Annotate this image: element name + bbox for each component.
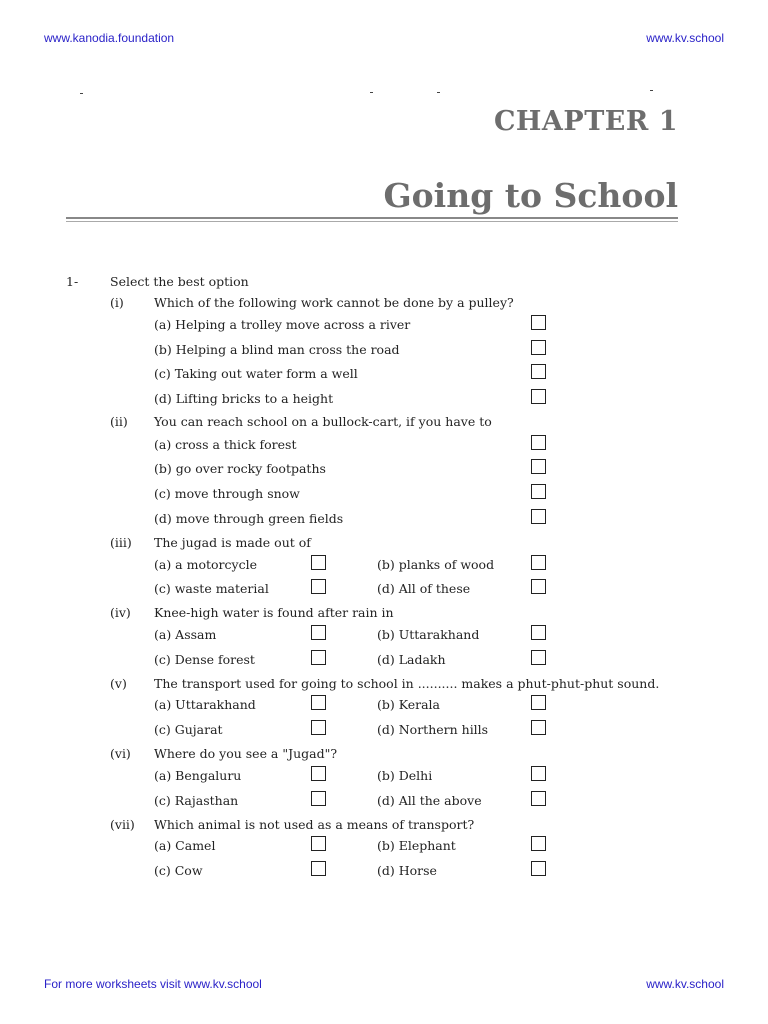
option-label: (c) Gujarat xyxy=(154,722,223,737)
option-checkbox[interactable] xyxy=(311,766,326,781)
footer-link-worksheets[interactable]: For more worksheets visit www.kv.school xyxy=(44,977,262,991)
option-label: (a) cross a thick forest xyxy=(154,437,297,452)
subquestion-number: (i) xyxy=(110,295,124,310)
option-checkbox[interactable] xyxy=(311,579,326,594)
subquestion-number: (vii) xyxy=(110,817,135,832)
subquestion-number: (iv) xyxy=(110,605,131,620)
option-checkbox[interactable] xyxy=(531,720,546,735)
option-checkbox[interactable] xyxy=(531,364,546,379)
title-rule-thin xyxy=(66,221,678,222)
option-label: (a) Helping a trolley move across a river xyxy=(154,317,411,332)
chapter-label: CHAPTER 1 xyxy=(493,106,678,137)
subquestion-number: (ii) xyxy=(110,414,128,429)
option-checkbox[interactable] xyxy=(311,695,326,710)
option-label: (c) move through snow xyxy=(154,486,300,501)
subquestion-text: Knee-high water is found after rain in xyxy=(154,605,394,620)
option-label: (d) move through green fields xyxy=(154,511,344,526)
subquestion-text: The jugad is made out of xyxy=(154,535,311,550)
option-checkbox[interactable] xyxy=(311,625,326,640)
scan-specks xyxy=(0,84,768,96)
option-checkbox[interactable] xyxy=(531,695,546,710)
option-label: (d) Northern hills xyxy=(377,722,489,737)
option-checkbox[interactable] xyxy=(531,791,546,806)
option-checkbox[interactable] xyxy=(531,555,546,570)
option-label: (b) Elephant xyxy=(377,838,456,853)
option-checkbox[interactable] xyxy=(531,836,546,851)
subquestion-number: (vi) xyxy=(110,746,131,761)
option-label: (b) Helping a blind man cross the road xyxy=(154,342,400,357)
option-checkbox[interactable] xyxy=(311,720,326,735)
option-checkbox[interactable] xyxy=(311,861,326,876)
footer-link-kv-school[interactable]: www.kv.school xyxy=(646,977,724,991)
option-checkbox[interactable] xyxy=(531,389,546,404)
page-title: Going to School xyxy=(383,176,678,215)
title-rule xyxy=(66,217,678,219)
option-checkbox[interactable] xyxy=(531,459,546,474)
option-label: (d) All of these xyxy=(377,581,471,596)
option-checkbox[interactable] xyxy=(531,861,546,876)
header-link-kv-school[interactable]: www.kv.school xyxy=(646,31,724,45)
option-label: (c) Dense forest xyxy=(154,652,255,667)
option-checkbox[interactable] xyxy=(311,650,326,665)
option-label: (b) Delhi xyxy=(377,768,433,783)
option-checkbox[interactable] xyxy=(311,836,326,851)
option-label: (b) Kerala xyxy=(377,697,441,712)
option-checkbox[interactable] xyxy=(531,650,546,665)
option-label: (c) Rajasthan xyxy=(154,793,239,808)
option-checkbox[interactable] xyxy=(531,766,546,781)
option-label: (c) Cow xyxy=(154,863,203,878)
option-label: (a) Uttarakhand xyxy=(154,697,256,712)
option-label: (d) Horse xyxy=(377,863,437,878)
option-label: (d) All the above xyxy=(377,793,482,808)
option-label: (c) Taking out water form a well xyxy=(154,366,358,381)
option-label: (b) planks of wood xyxy=(377,557,495,572)
option-checkbox[interactable] xyxy=(531,315,546,330)
option-label: (d) Lifting bricks to a height xyxy=(154,391,334,406)
header-link-kanodia[interactable]: www.kanodia.foundation xyxy=(44,31,175,45)
subquestion-text: You can reach school on a bullock-cart, if you have to xyxy=(154,414,492,429)
subquestion-number: (v) xyxy=(110,676,127,691)
question-number: 1- xyxy=(66,274,79,289)
subquestion-number: (iii) xyxy=(110,535,132,550)
option-checkbox[interactable] xyxy=(531,579,546,594)
subquestion-text: Which animal is not used as a means of transport? xyxy=(154,817,475,832)
option-label: (b) Uttarakhand xyxy=(377,627,480,642)
subquestion-text: Where do you see a "Jugad"? xyxy=(154,746,338,761)
option-checkbox[interactable] xyxy=(311,555,326,570)
option-label: (d) Ladakh xyxy=(377,652,446,667)
option-label: (a) Bengaluru xyxy=(154,768,242,783)
option-label: (a) Camel xyxy=(154,838,216,853)
option-label: (a) a motorcycle xyxy=(154,557,257,572)
option-checkbox[interactable] xyxy=(531,625,546,640)
question-instruction: Select the best option xyxy=(110,274,249,289)
option-checkbox[interactable] xyxy=(311,791,326,806)
option-label: (a) Assam xyxy=(154,627,217,642)
subquestion-text: The transport used for going to school in .......... makes a phut-phut-phut sound. xyxy=(154,676,660,691)
option-checkbox[interactable] xyxy=(531,509,546,524)
subquestion-text: Which of the following work cannot be done by a pulley? xyxy=(154,295,514,310)
option-label: (c) waste material xyxy=(154,581,269,596)
option-checkbox[interactable] xyxy=(531,484,546,499)
option-checkbox[interactable] xyxy=(531,435,546,450)
option-checkbox[interactable] xyxy=(531,340,546,355)
option-label: (b) go over rocky footpaths xyxy=(154,461,326,476)
